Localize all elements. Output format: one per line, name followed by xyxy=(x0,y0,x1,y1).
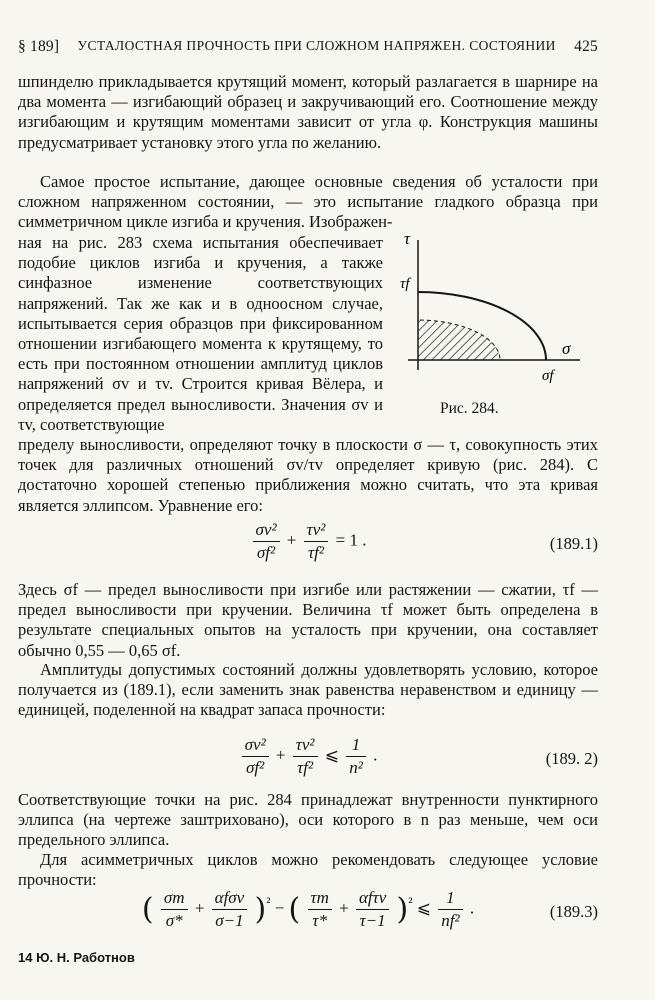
paragraph-2-wrapped: ная на рис. 283 схема испытания обеспечивает подобие циклов изгиба и кручения, а также синфазное изменение соответствующих напряжений. Так же как и в одноосном случае, испытывается серия образцов при фиксированном отношении изгибающего момента к крутящему, то есть при постоянном отношении амплитуд циклов напряжений σv и τv. Строится кривая Вёлера, и определяется предел выносливости. Значения σv и τv, соответствующие xyxy=(18,233,383,434)
sigma-axis-label: σ xyxy=(562,339,571,358)
equation-number: (189.1) xyxy=(549,534,598,553)
paragraph-2-top: Самое простое испытание, дающее основные сведения об усталости при сложном напряженном состоянии, — это испытание гладкого образца при симметричном цикле изгиба и кручения. Изображен- xyxy=(18,172,598,232)
equation-189-1: $\frac{\text{σv²}}{\text{σf²}}$ + $\frac{\text{τv²}}{\text{τf²}}$ = 1 . (189.1) xyxy=(18,520,598,570)
paragraph-2-bottom: пределу выносливости, определяют точку в плоскости σ — τ, совокупность этих точек для различных отношений σv/τv определяет кривую (рис. 284). С достаточно хорошей степенью приближения можно считать, что эта кривая является эллипсом. Уравнение его: xyxy=(18,435,598,515)
page-number: 425 xyxy=(574,38,598,55)
page-footer: 14 Ю. Н. Работнов xyxy=(18,950,135,965)
paragraph-1: шпинделю прикладывается крутящий момент, который разлагается в шарнире на два момента — изгибающий образец и закручивающий его. Соотношение между изгибающим и крутящим моментами зависит от угла φ. Конструкция машины предусматривает установку этого угла по желанию. xyxy=(18,72,598,152)
paragraph-3: Здесь σf — предел выносливости при изгибе или растяжении — сжатии, τf — предел выносливости при кручении. Величина τf может быть определена в результате специальных опытов на усталость при кручении, она составляет обычно 0,55 — 0,65 σf. xyxy=(18,580,598,660)
section-number: § 189] xyxy=(18,38,60,55)
sigma-f-label: σf xyxy=(542,368,554,384)
paragraph-5: Соответствующие точки на рис. 284 принадлежат внутренности пунктирного эллипса (на чертеже заштриховано), оси которого в n раз меньше, чем оси предельного эллипса. xyxy=(18,790,598,850)
header-title: УСТАЛОСТНАЯ ПРОЧНОСТЬ ПРИ СЛОЖНОМ НАПРЯЖЕН. СОСТОЯНИИ xyxy=(77,38,556,53)
hatched-inner-ellipse xyxy=(418,320,500,360)
equation-189-3: ( $\frac{\sigma m}{\sigma*}$ + $\frac{\text{αfσv}}{\sigma-1}$ )$^{^2}$ − ( $\frac{\tau m}{\tau*}$ + $\frac{\text{αfτv}}{\tau-1}$ )$^{^2}$ ⩽ $\frac{1}{\text{nf²}}$ . (189.3) xyxy=(141,888,598,930)
tau-f-label: τf xyxy=(400,276,410,292)
equation-189-2: $\frac{\text{σv²}}{\text{σf²}}$ + $\frac{\text{τv²}}{\text{τf²}}$ ⩽ $\frac{1}{\text{n²}}$ . (189. 2) xyxy=(18,735,598,785)
figure-caption: Рис. 284. xyxy=(440,400,499,417)
paragraph-6: Для асимметричных циклов можно рекомендовать следующее условие прочности: xyxy=(18,850,598,890)
paragraph-4: Амплитуды допустимых состояний должны удовлетворять условию, которое получается из (189.1), если заменить знак равенства неравенством и единицу — единицей, поделенной на квадрат запаса прочности: xyxy=(18,660,598,720)
equation-number: (189.3) xyxy=(549,902,598,921)
tau-axis-label: τ xyxy=(404,230,411,248)
equation-number: (189. 2) xyxy=(545,749,598,768)
running-header xyxy=(18,38,598,56)
